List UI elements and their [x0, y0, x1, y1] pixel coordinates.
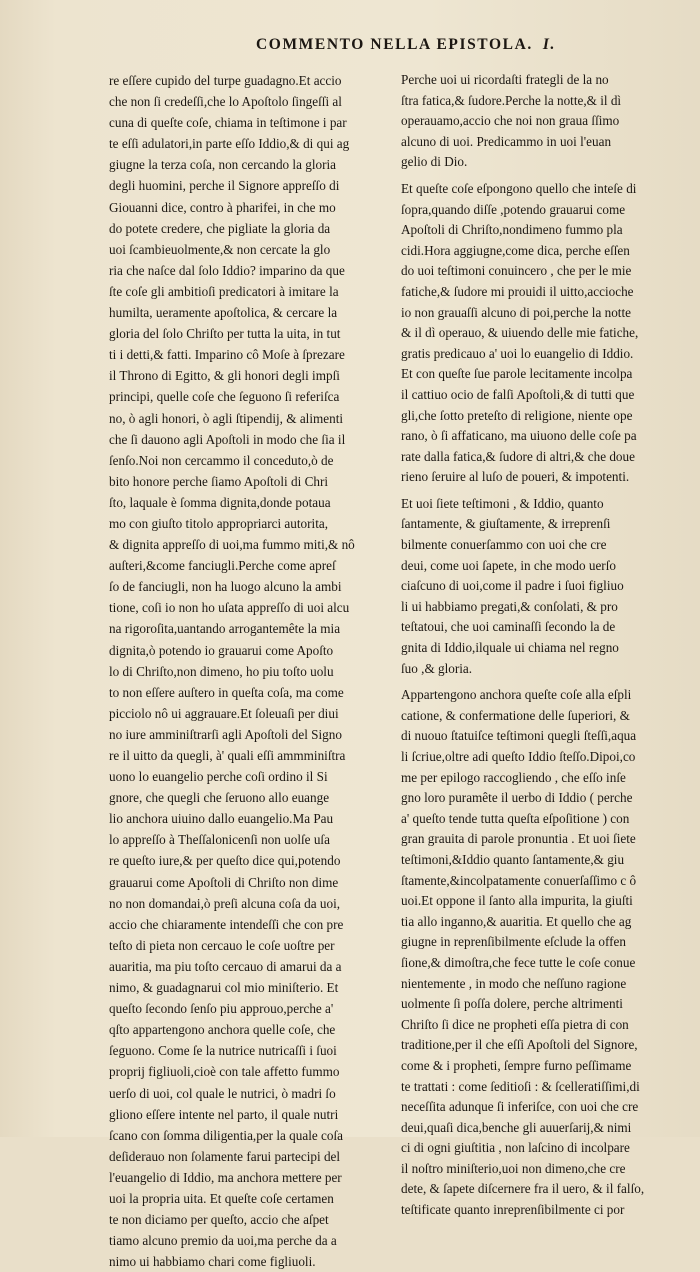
text-line: dete, & ſapete diſcernere fra il uero, & il falſo, — [401, 1181, 645, 1197]
text-line: fatiche,& ſudore mi prouidi il uitto,accioche — [401, 283, 634, 299]
text-line: re il uitto da quegli, à' quali eſſi ammminiſtra — [109, 748, 346, 763]
text-line: Et con queſte ſue parole lecitamente incolpa — [401, 366, 633, 382]
text-line: l'euangelio di Iddio, ma anchora mettere per — [109, 1169, 342, 1185]
text-line: dignita,ò potendo io grauarui come Apoſto — [109, 642, 334, 658]
text-line: ſte coſe gli ambitioſi predicatori à imitare la — [109, 283, 339, 299]
text-line: gelio di Dio. — [401, 154, 468, 170]
text-line: accio che chiaramente intendeſſi che con pre — [109, 916, 344, 932]
text-line: gloria del ſolo Chriſto per tutta la uita, in tut — [109, 326, 341, 342]
text-line: gnita di Iddio,ilquale ui chiama nel regno — [401, 640, 619, 656]
text-line: li ſcriue,oltre adi queſto Iddio ſteſſo.Dipoi,co — [401, 749, 636, 764]
text-line: ſopra,quando diſſe ,potendo grauarui come — [401, 201, 626, 217]
text-line: grauarui come Apoſtoli di Chriſto non dime — [109, 874, 339, 890]
text-line: il cattiuo ocio de falſi Apoſtoli,& di tutti que — [401, 386, 635, 402]
text-line: qſto appartengono anchora quelle coſe, che — [109, 1022, 336, 1038]
text-line: ſto, laquale è ſomma dignita,donde potaua — [109, 494, 331, 510]
text-line: Perche uoi ui ricordaſti frategli de la no — [401, 72, 609, 87]
folio-number: I. — [542, 36, 556, 53]
text-line: deui, come uoi ſapete, in che modo uerſo — [401, 557, 616, 573]
paragraph — [401, 685, 687, 1220]
text-line: no non domandai,ò preſi alcuna coſa da uoi, — [109, 895, 341, 911]
left-text-column — [109, 70, 397, 1272]
text-line: bito honore perche ſiamo Apoſtoli di Chri — [109, 473, 329, 489]
text-line: che non ſi credeſſi,che lo Apoſtolo ſingeſſi al — [109, 94, 342, 110]
text-line: ſuo ,& gloria. — [401, 660, 473, 676]
text-line: il noſtro miniſterio,uoi non dimeno,che cre — [401, 1160, 626, 1176]
text-line: deſiderauo non ſolamente farui partecipi del — [109, 1148, 341, 1164]
text-line: nientemente , in modo che neſſuno ragione — [401, 975, 627, 991]
text-line: gran grauita di parole pronuntia . Et uoi ſiete — [401, 831, 636, 847]
text-line: nimo, & guadagnarui col mio miniſterio. Et — [109, 980, 339, 996]
text-line: & il dì operauo, & uiuendo delle mie fatiche, — [401, 325, 639, 341]
text-line: Chriſto ſi dice ne propheti eſſa pietra di con — [401, 1016, 629, 1032]
text-line: te eſſi adulatori,in parte eſſo Iddio,& di qui ag — [109, 136, 350, 152]
text-line: uerſo di uoi, col quale le nutrici, ò madri ſo — [109, 1085, 336, 1101]
text-line: giugne in reprenſibilmente eſclude la offen — [401, 934, 626, 950]
text-line: ci di ogni giuſtitia , non laſcino di incolpare — [401, 1140, 630, 1156]
text-line: Apoſtoli di Chriſto,nondimeno fummo pla — [401, 222, 623, 238]
text-line: teſtimoni,&Iddio quanto ſantamente,& giu — [401, 851, 625, 867]
text-line: il Throno di Egitto, & gli honori degli impſi — [109, 368, 340, 384]
text-line: gno loro puramête il uerbo di Iddio ( perche — [401, 790, 633, 806]
text-line: ſtamente,&incolpatamente conuerſaſſimo c ô — [401, 872, 637, 888]
text-line: te trattati : come ſeditioſi : & ſcelleratiſſimi,di — [401, 1078, 640, 1094]
text-line: gratis predicauo a' uoi lo euangelio di Iddio. — [401, 345, 634, 361]
text-line: ſenſo.Noi non cercammo il conceduto,ò de — [109, 452, 334, 468]
text-line: cidi.Hora aggiugne,come dica, perche eſſen — [401, 242, 630, 258]
text-line: uoi.Et oppone il ſanto alla impurita, la giuſti — [401, 893, 633, 909]
text-line: teſtatoui, che uoi caminaſſi ſecondo la de — [401, 619, 616, 635]
text-line: ciaſcuno di uoi,come il padre i ſuoi figliuo — [401, 578, 624, 594]
paragraph — [401, 494, 687, 679]
text-line: auaritia, ma piu toſto cercauo di amarui da a — [109, 958, 342, 974]
text-line: catione, & confermatione delle ſuperiori, & — [401, 707, 630, 723]
text-line: degli huomini, perche il Signore appreſſo di — [109, 178, 340, 194]
text-line: na rigoroſita,uantando arrogantemête la mia — [109, 621, 341, 637]
text-line: & dignita appreſſo di uoi,ma fummo miti,& nô — [109, 537, 355, 553]
running-header — [256, 36, 678, 60]
text-line: ti i detti,& fatti. Imparino cô Moſe à ſprezare — [109, 347, 345, 363]
text-line: rate dalla fatica,& ſudore di altri,& che doue — [401, 448, 635, 464]
text-line: te non diciamo per queſto, accio che aſpet — [109, 1212, 329, 1228]
text-line: uolmente ſi poſſa dolere, perche altrimenti — [401, 996, 623, 1012]
text-line: li ui habbiamo pregati,& conſolati, & pro — [401, 598, 618, 614]
text-line: lo appreſſo à Theſſalonicenſi non uolſe uſa — [109, 832, 330, 848]
text-line: no iure amminiſtrarſi agli Apoſtoli del Signo — [109, 726, 342, 742]
text-line: do uoi teſtimoni conuincero , che per le mie — [401, 263, 632, 279]
text-line: a' queſto tende tutta queſta eſpoſitione ) con — [401, 810, 630, 826]
text-line: queſto ſecondo ſenſo piu approuo,perche a' — [109, 1001, 334, 1017]
text-line: ſtra fatica,& ſudore.Perche la notte,& il dì — [401, 92, 622, 108]
text-line: che ſi dauono agli Apoſtoli in modo che ſia il — [109, 431, 346, 447]
text-line: picciolo nô ui aggrauare.Et ſoleuaſi per diui — [109, 705, 339, 721]
text-line: nimo ui habbiamo chari come figliuoli. — [109, 1254, 316, 1270]
text-line: ſione,& dimoſtra,che fece tutte le coſe conue — [401, 954, 636, 970]
text-line: to non eſſere auſtero in queſta coſa, ma come — [109, 684, 344, 700]
right-text-column — [401, 70, 687, 1221]
text-line: tia allo inganno,& auaritia. Et quello che ag — [401, 913, 632, 929]
text-line: io non grauaſſi alcuno di poi,perche la notte — [401, 304, 631, 320]
text-line: ſo de fanciugli, non ha luogo alcuno la ambi — [109, 579, 342, 595]
text-line: gnore, che quegli che ſeruono allo euange — [109, 790, 330, 806]
text-line: deui,quaſi dica,benche gli auuerſarij,& nimi — [401, 1119, 632, 1135]
text-line: rano, ò ſi affaticano, ma uiuono delle coſe pa — [401, 428, 637, 444]
text-line: gli,che ſotto preteſto di religione, niente ope — [401, 407, 633, 423]
text-line: uono lo euangelio perche coſi ordino il Si — [109, 769, 328, 785]
text-line: ria che naſce dal ſolo Iddio? imparino da que — [109, 262, 345, 278]
text-line: neceſſita adunque ſi inferiſce, con uoi che cre — [401, 1099, 639, 1115]
text-line: ſeguono. Come ſe la nutrice nutricaſſi i ſuoi — [109, 1043, 337, 1059]
text-line: do potete credere, che pigliate la gloria da — [109, 220, 331, 236]
text-line: uoi la propria uita. Et queſte coſe certamen — [109, 1190, 334, 1206]
text-line: Giouanni dice, contro à pharifei, in che mo — [109, 199, 336, 215]
text-line: teſtificate quanto inreprenſibilmente ci por — [401, 1202, 625, 1218]
text-line: traditione,per il che eſſi Apoſtoli del Signore, — [401, 1037, 638, 1053]
text-line: re queſto iure,& per queſto dice qui,potendo — [109, 853, 341, 869]
text-line: cuna di queſte coſe, chiama in teſtimone i par — [109, 115, 347, 131]
text-line: ſantamente, & giuſtamente, & irreprenſi — [401, 516, 611, 532]
paragraph — [401, 70, 687, 173]
text-line: principi, quelle coſe che ſeguono ſi referiſca — [109, 389, 340, 405]
text-line: rieno ſeruire al luſo de poueri, & impotenti. — [401, 469, 630, 485]
text-line: teſto di pieta non cercauo le coſe uoſtre per — [109, 937, 335, 953]
text-line: alcuno di uoi. Predicammo in uoi l'euan — [401, 133, 612, 149]
paragraph — [401, 179, 687, 488]
text-line: ſcano con ſomma diligentia,per la quale coſa — [109, 1127, 343, 1143]
text-line: me per epilogo raccogliendo , che eſſo inſe — [401, 769, 626, 785]
text-line: tiamo alcuno premio da uoi,ma perche da a — [109, 1233, 337, 1249]
text-line: Appartengono anchora queſte coſe alla eſpli — [401, 687, 632, 703]
text-line: Et queſte coſe eſpongono quello che inteſe di — [401, 180, 637, 196]
text-line: lo di Chriſto,non dimeno, ho piu toſto uolu — [109, 663, 334, 679]
text-line: mo con giuſto titolo appropriarci autorita, — [109, 515, 329, 531]
text-line: gliono eſſere intente nel parto, il quale nutri — [109, 1106, 339, 1122]
text-line: re eſſere cupido del turpe guadagno.Et accio — [109, 73, 342, 88]
text-line: lio anchora uiuino dallo euangelio.Ma Pau — [109, 811, 334, 827]
text-line: di nuouo ſtatuiſce teſtimoni quegli ſteſſi,aqua — [401, 728, 637, 744]
text-line: tione, coſi io non ho uſata appreſſo di uoi alcu — [109, 600, 350, 616]
text-line: auſteri,&come fanciugli.Perche come apreſ — [109, 558, 336, 574]
text-line: operauamo,accio che noi non graua ſſimo — [401, 113, 620, 129]
text-line: come & i propheti, ſempre furno peſſimame — [401, 1057, 632, 1073]
text-line: humilta, ueramente apoſtolica, & cercare la — [109, 305, 338, 321]
text-line: giugne la terza coſa, non cercando la gloria — [109, 157, 337, 173]
running-title: COMMENTO NELLA EPISTOLA. — [256, 36, 533, 53]
text-line: proprij figliuoli,cioè con tale affetto fummo — [109, 1064, 340, 1080]
text-line: bilmente conuerſammo con uoi che cre — [401, 537, 607, 553]
text-line: Et uoi ſiete teſtimoni , & Iddio, quanto — [401, 495, 604, 511]
text-line: uoi ſcambieuolmente,& non cercate la glo — [109, 241, 331, 257]
text-line: no, ò agli honori, ò agli ſtipendij, & alimenti — [109, 410, 344, 426]
